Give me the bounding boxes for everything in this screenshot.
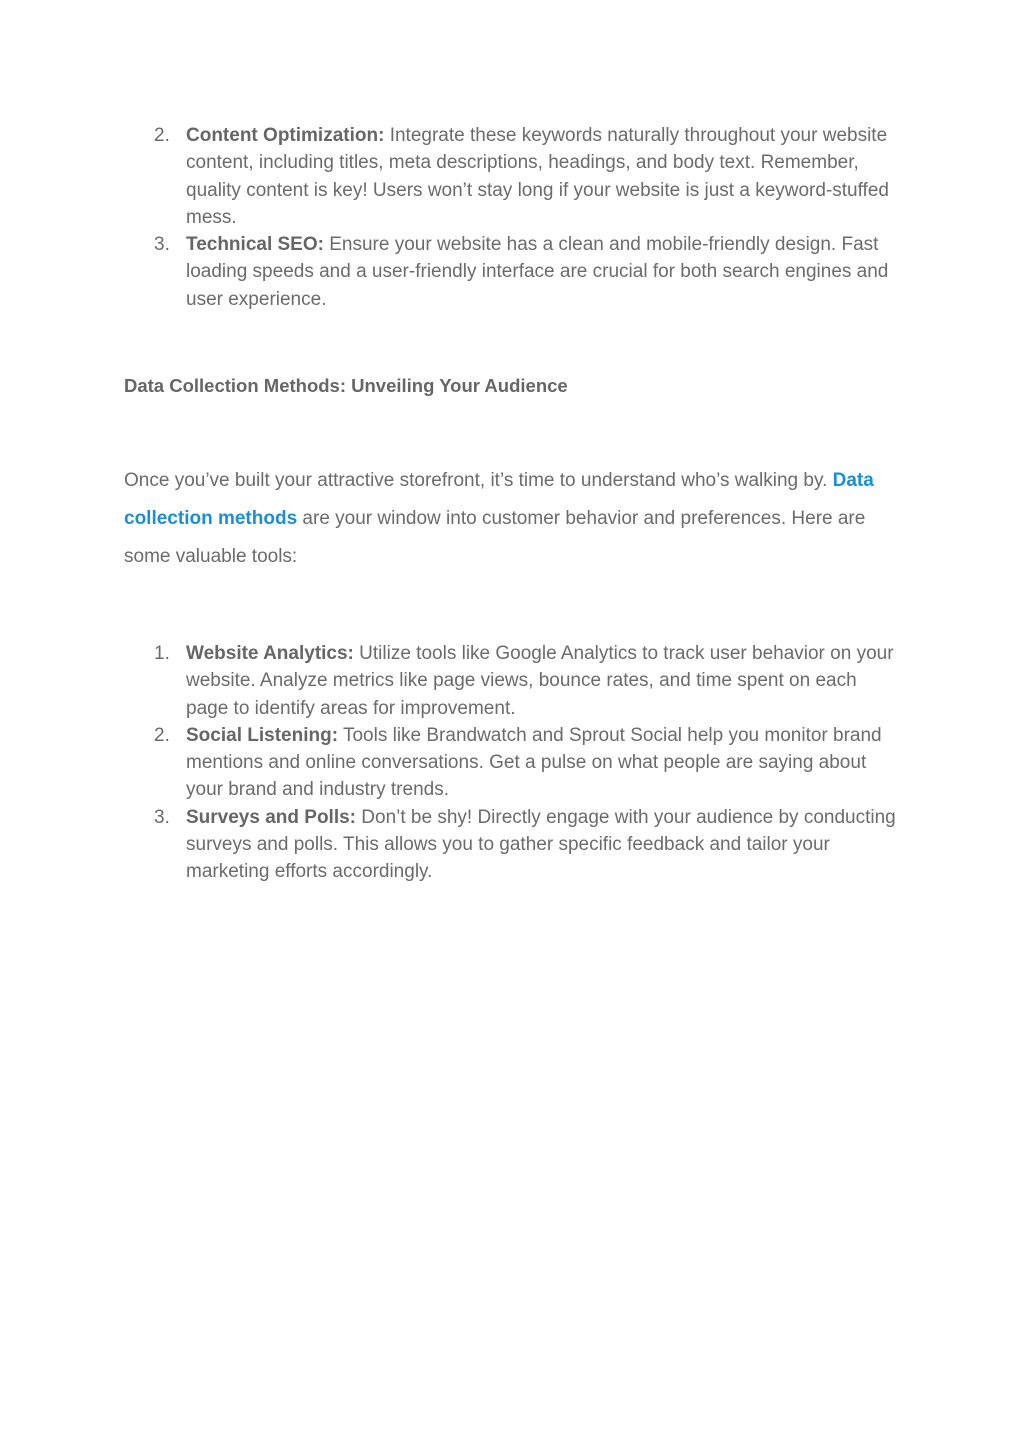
list-item-text: Don’t be shy! Directly engage with your audience by conducting surveys and polls. This allows you to gather specific feedback and tailor your marketing efforts accordingly. xyxy=(186,806,896,883)
list-number: 1. xyxy=(154,643,170,664)
tools-list xyxy=(124,640,904,886)
seo-steps-list xyxy=(124,122,904,313)
list-item-term: Technical SEO: xyxy=(186,234,324,256)
list-item xyxy=(124,122,904,231)
list-item-term: Surveys and Polls: xyxy=(186,806,357,828)
list-number: 2. xyxy=(154,125,170,146)
list-item-text: Integrate these keywords naturally throughout your website content, including titles, meta descriptions, headings, and body text. Remember, quality content is key! Users won’t stay long if your website is just a keyword-stuffed mess. xyxy=(186,125,889,228)
list-number: 3. xyxy=(154,806,170,828)
list-item xyxy=(124,231,904,313)
list-item xyxy=(124,722,904,804)
list-item-text: Ensure your website has a clean and mobile-friendly design. Fast loading speeds and a user-friendly interface are crucial for both search engines and user experience. xyxy=(186,234,889,310)
list-item-term: Website Analytics: xyxy=(186,643,354,664)
intro-text-after: are your window into customer behavior and preferences. Here are some valuable tools: xyxy=(124,508,866,567)
list-item-text: Utilize tools like Google Analytics to track user behavior on your website. Analyze metrics like page views, bounce rates, and time spent on each page to identify areas for improvement. xyxy=(186,643,894,719)
list-item xyxy=(124,640,904,722)
data-collection-methods-link[interactable]: Data collection methods xyxy=(124,470,874,529)
list-item-text: Tools like Brandwatch and Sprout Social help you monitor brand mentions and online conversations. Get a pulse on what people are saying about your brand and industry trends. xyxy=(186,724,882,801)
section-heading: Data Collection Methods: Unveiling Your Audience xyxy=(124,375,568,396)
list-item-term: Content Optimization: xyxy=(186,125,385,146)
section-intro xyxy=(124,462,914,576)
list-number: 3. xyxy=(154,234,170,256)
list-number: 2. xyxy=(154,724,170,746)
list-item-term: Social Listening: xyxy=(186,724,339,746)
list-item xyxy=(124,804,904,886)
intro-text-before: Once you’ve built your attractive storefront, it’s time to understand who’s walking by. xyxy=(124,470,833,491)
